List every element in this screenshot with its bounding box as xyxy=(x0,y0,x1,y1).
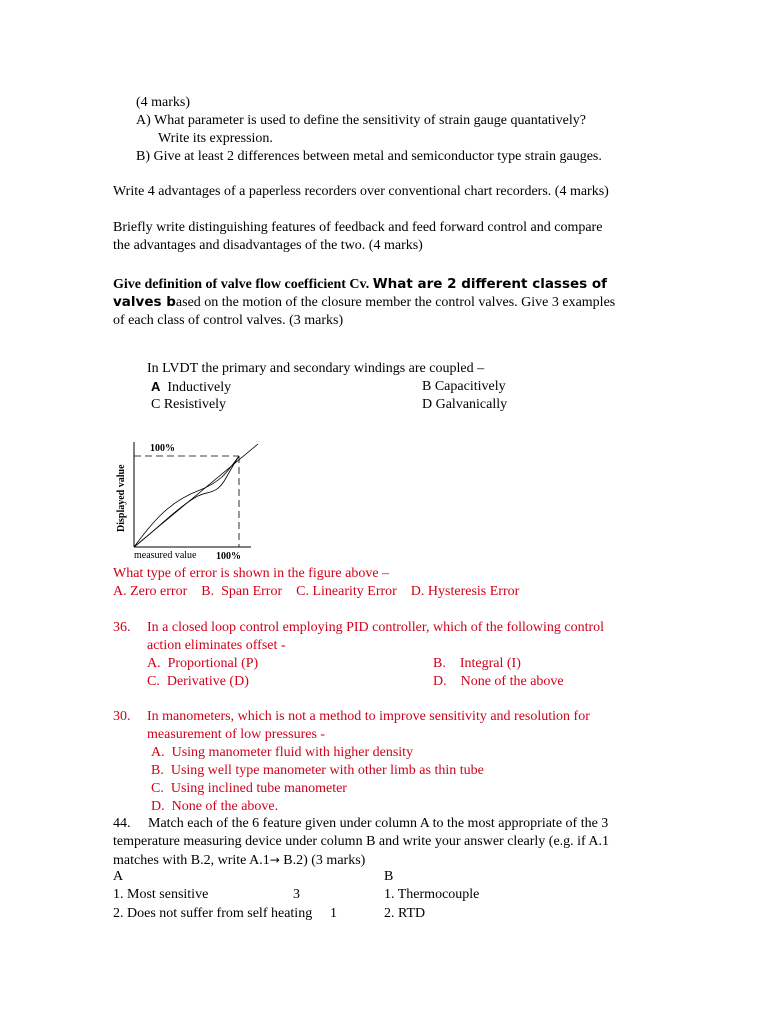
column-b-header: B xyxy=(384,869,394,884)
paperless-question: Write 4 advantages of a paperless recorders over conventional chart recorders. (4 marks) xyxy=(113,184,609,199)
valve-question-line2 xyxy=(113,293,615,312)
q30-option-c: C. Using inclined tube manometer xyxy=(151,781,347,796)
q36-number: 36. xyxy=(113,620,131,635)
strain-gauge-question-a: A) What parameter is used to define the sensitivity of strain gauge quantatively? xyxy=(136,113,586,128)
error-options: A. Zero error B. Span Error C. Linearity Error D. Hysteresis Error xyxy=(113,584,520,599)
lvdt-option-b: B Capacitively xyxy=(422,379,506,394)
valve-q-part3: What are 2 different classes of xyxy=(372,276,608,292)
right-arrow-icon: → xyxy=(269,853,280,867)
lvdt-option-c: C Resistively xyxy=(151,397,227,412)
q36-option-b: B. Integral (I) xyxy=(433,656,521,671)
q30-option-d: D. None of the above. xyxy=(151,799,279,814)
q30-option-b: B. Using well type manometer with other limb as thin tube xyxy=(151,763,484,778)
q30-option-a: A. Using manometer fluid with higher density xyxy=(151,745,414,760)
marks-note: (4 marks) xyxy=(136,95,191,110)
q44-line2: temperature measuring device under column B and write your answer clearly (e.g. if A.1 xyxy=(113,834,610,849)
x-axis-label: measured value xyxy=(134,550,197,561)
match-answer-1: 3 xyxy=(293,887,300,902)
valve-q-part5: ased on the motion of the closure member the control valves. Give 3 examples xyxy=(175,295,616,310)
y-axis-label: Displayed value xyxy=(116,464,127,532)
valve-q-part4: valves b xyxy=(113,294,176,310)
actual-curve-upper xyxy=(134,456,239,547)
valve-question-line3: of each class of control valves. (3 marks) xyxy=(113,313,344,328)
valve-question-line1 xyxy=(113,275,607,294)
q30-line2: measurement of low pressures - xyxy=(147,727,326,742)
feedback-question-line1: Briefly write distinguishing features of feedback and feed forward control and compare xyxy=(113,220,603,235)
valve-q-part2: v. xyxy=(359,277,373,292)
q36-option-d: D. None of the above xyxy=(433,674,564,689)
q36-option-c: C. Derivative (D) xyxy=(147,674,249,689)
valve-q-part1: Give definition of valve flow coefficient C xyxy=(113,277,360,292)
q30-number: 30. xyxy=(113,709,131,724)
strain-gauge-question-b: B) Give at least 2 differences between metal and semiconductor type strain gauges. xyxy=(136,149,602,164)
q36-line2: action eliminates offset - xyxy=(147,638,286,653)
q30-line1: In manometers, which is not a method to improve sensitivity and resolution for xyxy=(147,709,590,724)
lvdt-option-a xyxy=(151,378,231,397)
match-row-a2: 2. Does not suffer from self heating xyxy=(113,906,313,921)
q36-option-a: A. Proportional (P) xyxy=(147,656,259,671)
x-max-label: 100% xyxy=(216,551,241,562)
q44-line3-part1: matches with B.2, write A.1 xyxy=(113,853,270,868)
q44-line3 xyxy=(113,851,365,870)
lvdt-question: In LVDT the primary and secondary windings are coupled – xyxy=(147,361,485,376)
q44-line1: 44. Match each of the 6 feature given under column A to the most appropriate of the 3 xyxy=(113,816,609,831)
q44-line3-part2: B.2) (3 marks) xyxy=(279,853,366,868)
lvdt-option-a-letter: A xyxy=(151,379,161,394)
error-question: What type of error is shown in the figure above – xyxy=(113,566,390,581)
lvdt-option-a-text: Inductively xyxy=(167,380,232,395)
strain-gauge-question-a-cont: Write its expression. xyxy=(158,131,273,146)
match-row-b1: 1. Thermocouple xyxy=(384,887,480,902)
column-a-header: A xyxy=(113,869,124,884)
feedback-question-line2: the advantages and disadvantages of the two. (4 marks) xyxy=(113,238,423,253)
q36-line1: In a closed loop control employing PID controller, which of the following control xyxy=(147,620,605,635)
y-max-label: 100% xyxy=(150,443,175,454)
lvdt-option-d: D Galvanically xyxy=(422,397,508,412)
match-row-b2: 2. RTD xyxy=(384,906,426,921)
linearity-error-figure xyxy=(108,434,268,564)
match-row-a1: 1. Most sensitive xyxy=(113,887,209,902)
match-answer-2: 1 xyxy=(330,906,337,921)
actual-curve-lower xyxy=(134,456,239,547)
